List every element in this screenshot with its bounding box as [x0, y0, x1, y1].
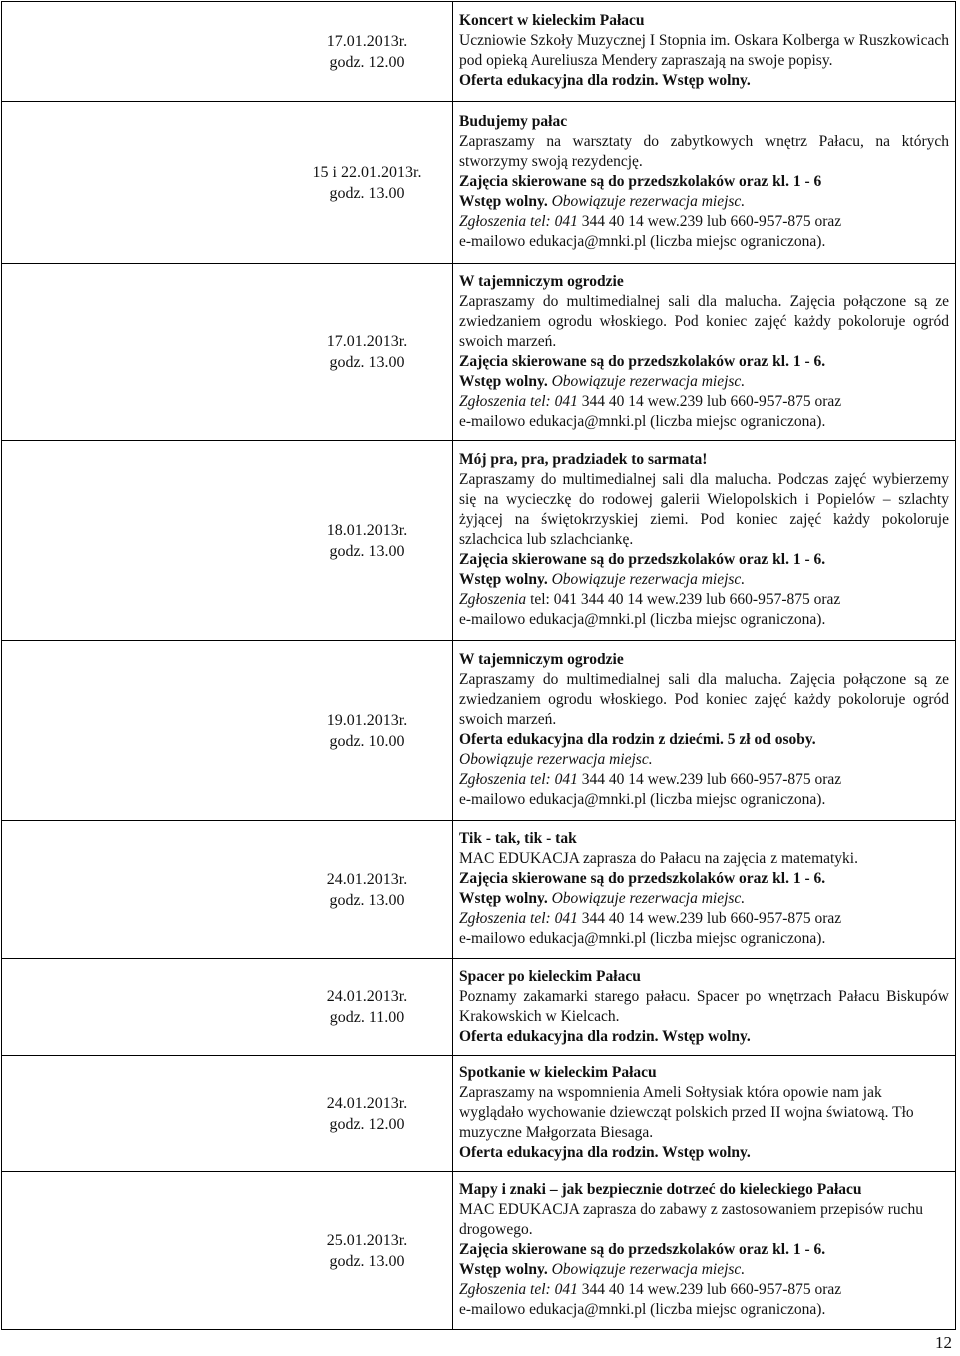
event-contact-phone: 344 40 14 wew.239 lub 660-957-875 oraz — [581, 392, 842, 410]
event-target-group: Zajęcia skierowane są do przedszkolaków oraz kl. 1 - 6 — [459, 173, 822, 190]
event-time: godz. 13.00 — [329, 1252, 405, 1270]
event-description: Zapraszamy do multimedialnej sali dla malucha. Zajęcia połączone są ze zwiedzaniem ogrodu włoskiego. Pod koniec zajęć każdy pokoloruje ogród swoich marzeń. — [459, 292, 949, 350]
event-description: Uczniowie Szkoły Muzycznej I Stopnia im. Oskara Kolberga w Ruszkowicach pod opieką Aureliusza Mendery zapraszają na swoje popisy. — [459, 32, 949, 69]
event-reservation: Obowiązuje rezerwacja miejsc. — [551, 571, 746, 588]
event-entry: Wstęp wolny. — [459, 571, 548, 588]
event-time: godz. 13.00 — [329, 184, 405, 202]
event-cell — [453, 1056, 956, 1172]
schedule-row — [2, 1056, 956, 1172]
schedule-row — [2, 821, 956, 959]
event-reservation: Obowiązuje rezerwacja miejsc. — [551, 890, 746, 907]
event-description: Zapraszamy na warsztaty do zabytkowych wnętrz Pałacu, na których stworzymy swoją rezydencję. — [459, 133, 949, 170]
event-contact-label: Zgłoszenia tel: 041 — [459, 771, 578, 788]
event-target-group: Zajęcia skierowane są do przedszkolaków oraz kl. 1 - 6. — [459, 1241, 826, 1258]
event-date: 17.01.2013r. — [326, 333, 408, 350]
event-reservation: Obowiązuje rezerwacja miejsc. — [551, 1261, 746, 1278]
event-offer: Oferta edukacyjna dla rodzin. Wstęp wolny. — [459, 72, 751, 89]
event-title: W tajemniczym ogrodzie — [459, 272, 624, 290]
event-contact-email: e-mailowo edukacja@mnki.pl (liczba miejsc ograniczona). — [459, 1301, 826, 1318]
event-title: Tik - tak, tik - tak — [459, 830, 577, 847]
event-contact-phone: 344 40 14 wew.239 lub 660-957-875 oraz — [581, 213, 842, 230]
schedule-row — [2, 959, 956, 1056]
event-contact-phone: 344 40 14 wew.239 lub 660-957-875 oraz — [581, 1281, 842, 1298]
event-target-group: Zajęcia skierowane są do przedszkolaków oraz kl. 1 - 6. — [459, 551, 826, 568]
event-cell — [453, 959, 956, 1056]
event-offer: Oferta edukacyjna dla rodzin. Wstęp wolny. — [459, 1144, 751, 1161]
event-contact-label: Zgłoszenia tel: 041 — [459, 392, 578, 410]
event-entry: Wstęp wolny. — [459, 1261, 548, 1278]
event-description: Zapraszamy do multimedialnej sali dla malucha. Zajęcia połączone są ze zwiedzaniem ogrodu włoskiego. Pod koniec zajęć każdy pokoloruje ogród swoich marzeń. — [459, 671, 949, 728]
event-description: Zapraszamy na wspomnienia Ameli Sołtysiak która opowie nam jak wyglądało wychowanie dziewcząt polskich przed II wojna światową. Tło muzyczne Małgorzata Biesaga. — [459, 1084, 914, 1141]
event-reservation: Obowiązuje rezerwacja miejsc. — [551, 372, 746, 390]
event-cell — [453, 264, 956, 441]
event-time: godz. 11.00 — [329, 1009, 405, 1026]
event-contact-label: Zgłoszenia tel: 041 — [459, 1281, 578, 1298]
event-cell — [453, 441, 956, 641]
event-title: Budujemy pałac — [459, 113, 568, 130]
event-contact-email: e-mailowo edukacja@mnki.pl (liczba miejsc ograniczona). — [459, 791, 826, 808]
event-contact-label: Zgłoszenia tel: 041 — [459, 910, 578, 927]
event-title: W tajemniczym ogrodzie — [459, 651, 624, 668]
event-title: Spacer po kieleckim Pałacu — [459, 967, 641, 985]
event-title: Mapy i znaki – jak bezpiecznie dotrzeć do kieleckiego Pałacu — [459, 1181, 862, 1198]
event-offer: Oferta edukacyjna dla rodzin. Wstęp wolny. — [459, 1027, 751, 1045]
event-reservation: Obowiązuje rezerwacja miejsc. — [551, 193, 746, 210]
event-contact-email: e-mailowo edukacja@mnki.pl (liczba miejsc ograniczona). — [459, 412, 826, 430]
event-entry: Wstęp wolny. — [459, 890, 548, 907]
event-contact-label: Zgłoszenia tel: 041 — [459, 213, 578, 230]
event-contact-email: e-mailowo edukacja@mnki.pl (liczba miejsc ograniczona). — [459, 233, 826, 250]
date-cell — [2, 1056, 453, 1172]
event-cell — [453, 641, 956, 821]
date-cell — [2, 959, 453, 1056]
event-time: godz. 13.00 — [329, 354, 405, 371]
event-entry: Wstęp wolny. — [459, 372, 548, 390]
event-time: godz. 13.00 — [329, 542, 405, 560]
event-target-group: Zajęcia skierowane są do przedszkolaków oraz kl. 1 - 6. — [459, 870, 826, 887]
event-date: 24.01.2013r. — [326, 1094, 408, 1112]
event-title: Mój pra, pra, pradziadek to sarmata! — [459, 451, 708, 468]
event-description: Poznamy zakamarki starego pałacu. Spacer po wnętrzach Pałacu Biskupów Krakowskich w Kielcach. — [459, 987, 949, 1025]
date-cell — [2, 821, 453, 959]
date-cell — [2, 441, 453, 641]
schedule-row — [2, 641, 956, 821]
event-offer: Oferta edukacyjna dla rodzin z dziećmi. 5 zł od osoby. — [459, 731, 816, 748]
event-date: 15 i 22.01.2013r. — [312, 163, 422, 181]
date-cell — [2, 2, 453, 102]
event-description: MAC EDUKACJA zaprasza do Pałacu na zajęcia z matematyki. — [459, 850, 858, 867]
event-entry: Wstęp wolny. — [459, 193, 548, 210]
event-cell — [453, 102, 956, 264]
event-contact-email: e-mailowo edukacja@mnki.pl (liczba miejsc ograniczona). — [459, 930, 826, 947]
event-date: 24.01.2013r. — [326, 870, 408, 888]
event-date: 25.01.2013r. — [326, 1231, 408, 1249]
event-time: godz. 12.00 — [329, 53, 405, 71]
event-contact-phone: tel: 041 344 40 14 wew.239 lub 660-957-875 oraz — [530, 591, 841, 608]
event-target-group: Zajęcia skierowane są do przedszkolaków oraz kl. 1 - 6. — [459, 352, 826, 370]
schedule-table — [1, 1, 956, 1330]
event-time: godz. 12.00 — [329, 1115, 405, 1133]
schedule-row — [2, 441, 956, 641]
event-cell — [453, 2, 956, 102]
event-title: Spotkanie w kieleckim Pałacu — [459, 1064, 657, 1081]
event-contact-label: Zgłoszenia — [459, 591, 527, 608]
date-cell — [2, 1172, 453, 1330]
schedule-row — [2, 102, 956, 264]
schedule-row — [2, 1172, 956, 1330]
event-title: Koncert w kieleckim Pałacu — [459, 12, 645, 29]
date-cell — [2, 264, 453, 441]
event-cell — [453, 1172, 956, 1330]
event-contact-phone: 344 40 14 wew.239 lub 660-957-875 oraz — [581, 910, 842, 927]
date-cell — [2, 102, 453, 264]
event-date: 19.01.2013r. — [326, 711, 408, 729]
event-contact-phone: 344 40 14 wew.239 lub 660-957-875 oraz — [581, 771, 842, 788]
event-time: godz. 13.00 — [329, 891, 405, 909]
page-number: 12 — [935, 1333, 952, 1352]
event-date: 17.01.2013r. — [326, 32, 408, 50]
event-time: godz. 10.00 — [329, 732, 405, 750]
event-contact-email: e-mailowo edukacja@mnki.pl (liczba miejsc ograniczona). — [459, 611, 826, 628]
event-reservation: Obowiązuje rezerwacja miejsc. — [459, 751, 653, 768]
event-date: 24.01.2013r. — [326, 988, 408, 1005]
schedule-row — [2, 2, 956, 102]
event-description: Zapraszamy do multimedialnej sali dla malucha. Podczas zajęć wybierzemy się na wycieczkę do rodowej galerii Wielopolskich i Popielów – szlachty żyjącej na świętokrzyskiej ziemi. Pod koniec zajęć każdy pokoloruje szlachcica lub szlachciankę. — [459, 471, 949, 548]
schedule-row — [2, 264, 956, 441]
date-cell — [2, 641, 453, 821]
event-cell — [453, 821, 956, 959]
event-description: MAC EDUKACJA zaprasza do zabawy z zastosowaniem przepisów ruchu drogowego. — [459, 1201, 924, 1238]
event-date: 18.01.2013r. — [326, 521, 408, 539]
